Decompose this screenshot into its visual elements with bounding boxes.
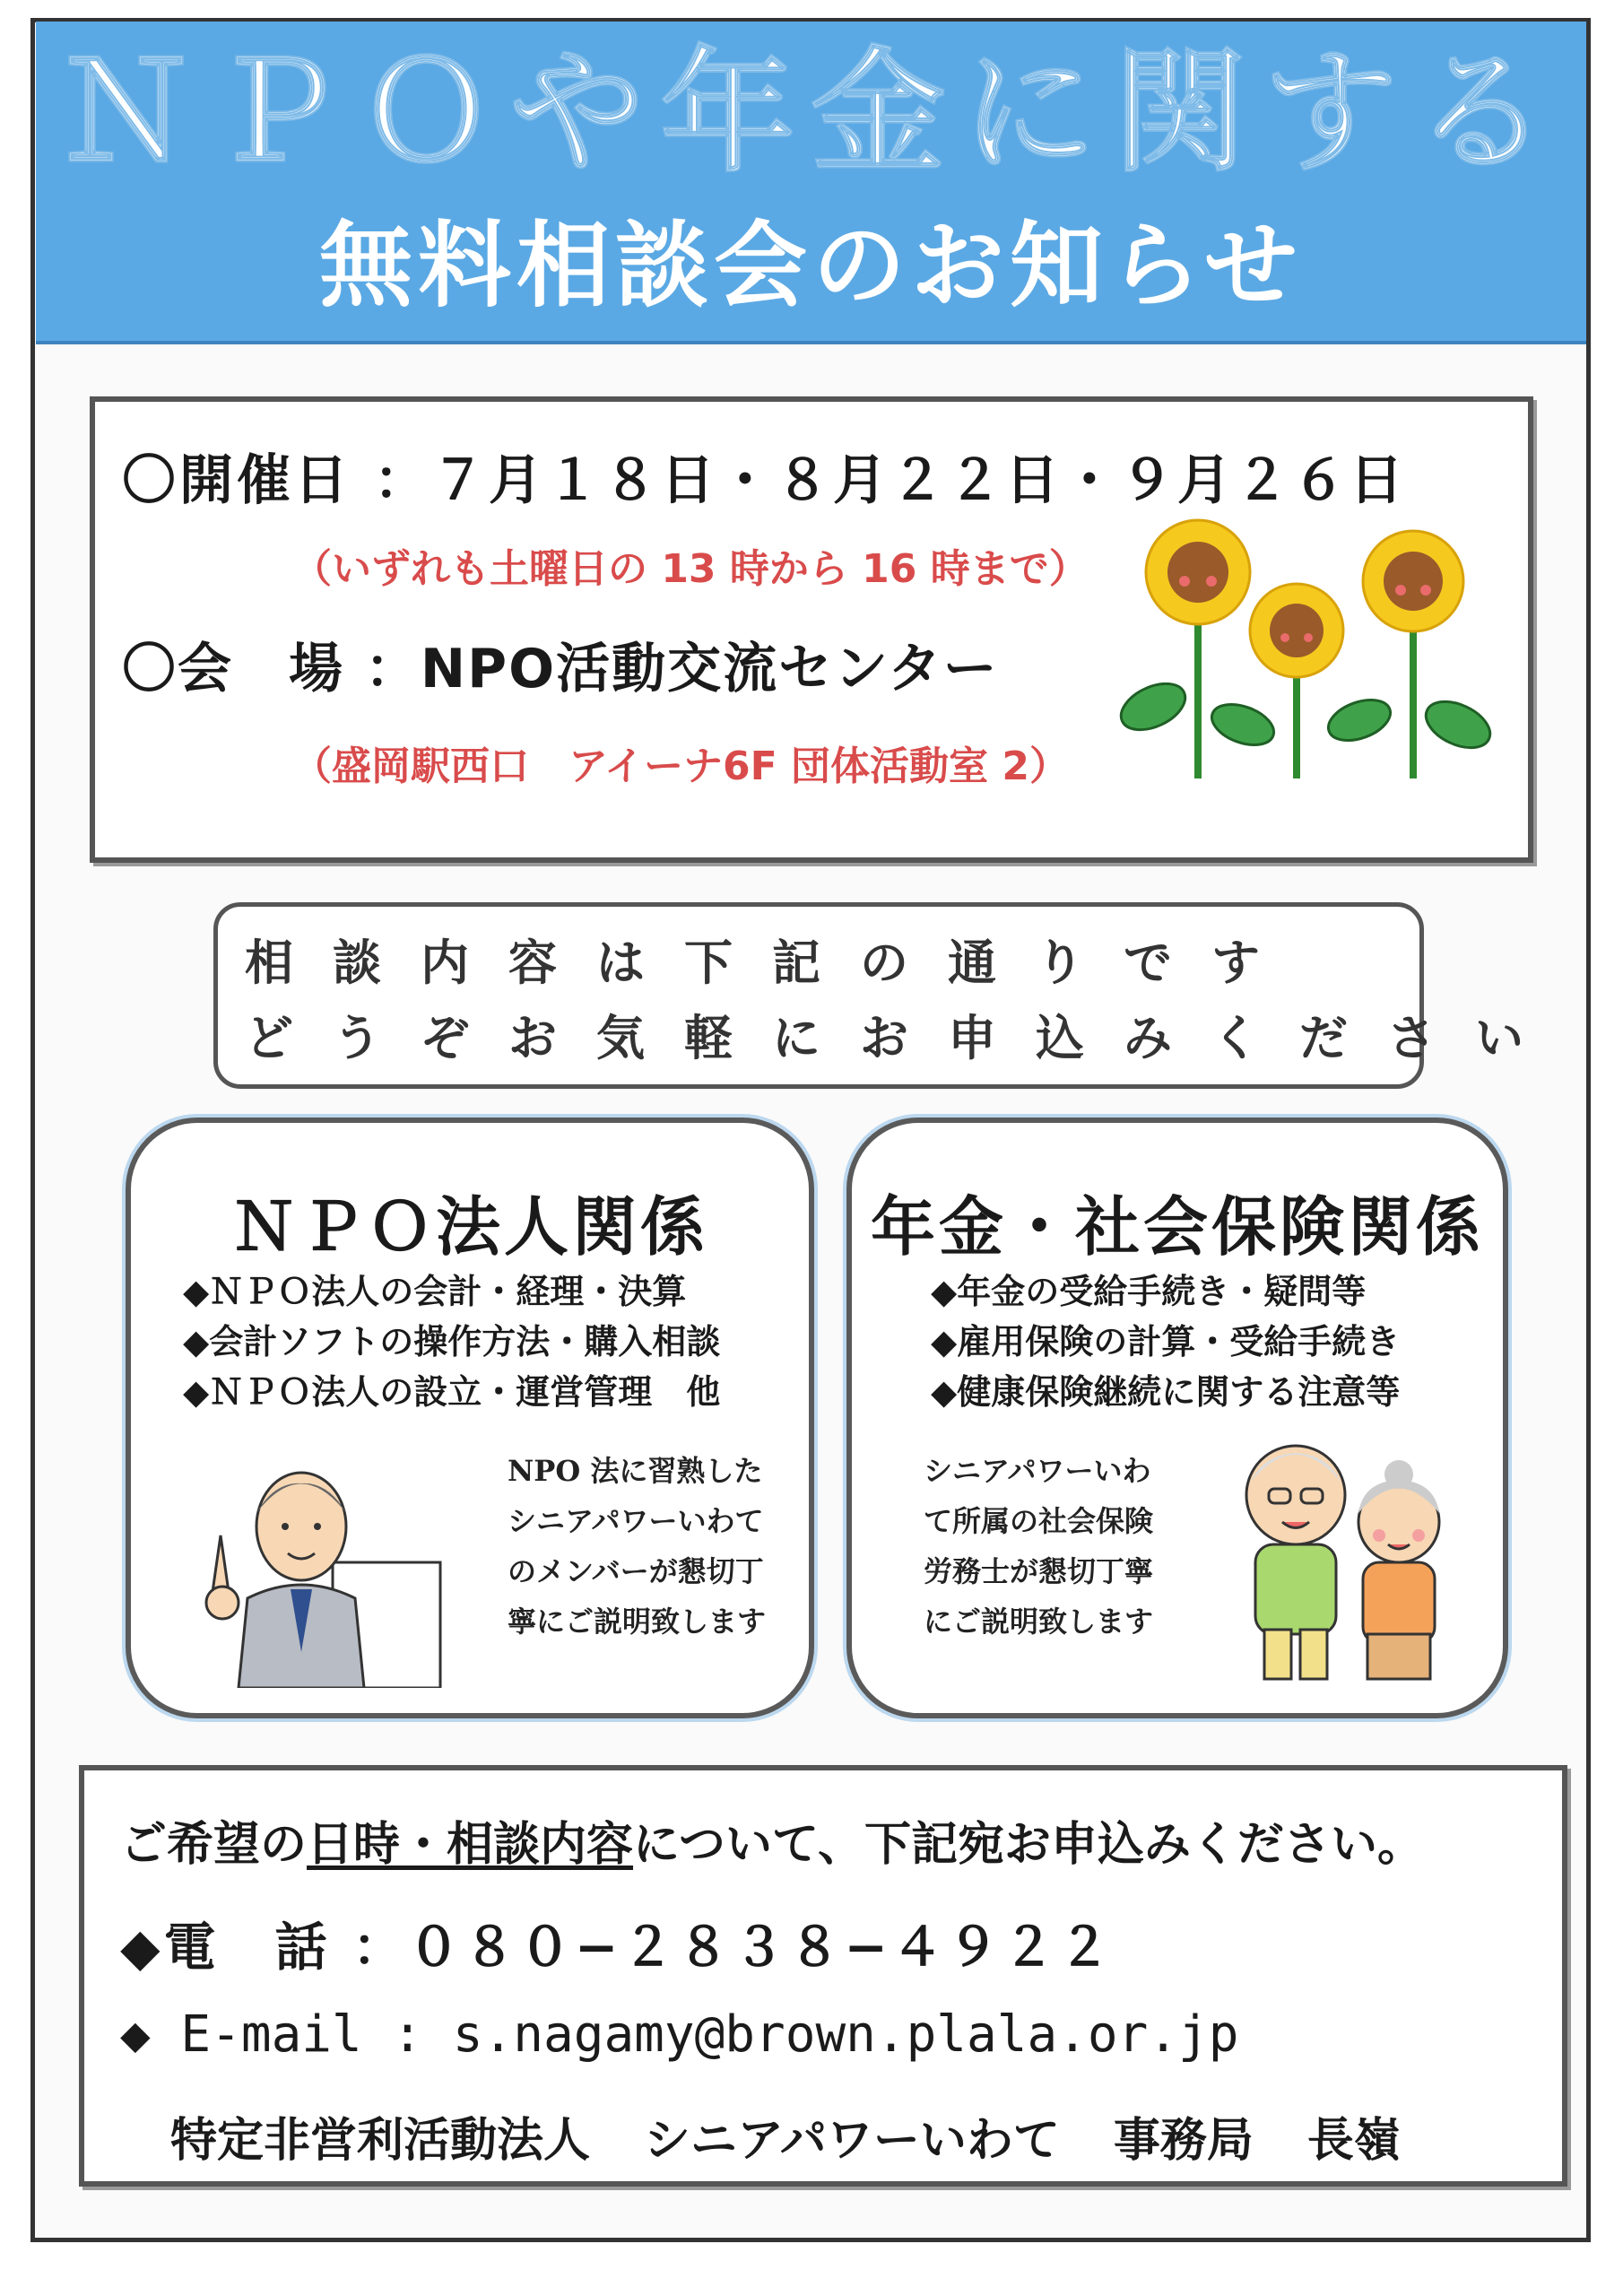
- dates-note: （いずれも土曜日の 13 時から 16 時まで）: [292, 546, 1089, 592]
- list-item: ◆ＮＰＯ法人の会計・経理・決算: [183, 1271, 687, 1311]
- description-line: 労務士が懇切丁寧: [924, 1554, 1154, 1588]
- dates-value: ：７月１８日・８月２２日・９月２６日: [373, 449, 1407, 512]
- banner-title: ＮＰＯや年金に関する: [57, 35, 1565, 191]
- contact-lead-underlined: 日時・相談内容: [307, 1818, 634, 1872]
- description-line: のメンバーが懇切丁: [508, 1554, 764, 1588]
- dates-label: 〇開催日: [122, 449, 352, 512]
- contact-person: 長嶺: [1306, 2114, 1401, 2168]
- description-line: にご説明致します: [924, 1605, 1154, 1639]
- org-name: シニアパワーいわて: [644, 2114, 1060, 2168]
- notice-line-2: どうぞお気軽にお申込みください: [245, 1010, 1563, 1066]
- contact-box: [79, 1765, 1567, 2187]
- pension-card: [846, 1118, 1508, 1718]
- pension-card-items: [931, 1266, 1400, 1417]
- list-item: ◆雇用保険の計算・受給手続き: [931, 1321, 1401, 1361]
- npo-card: [126, 1118, 814, 1718]
- list-item: ◆ＮＰＯ法人の設立・運営管理 他: [183, 1371, 721, 1412]
- phone-number[interactable]: ：０８０−２８３８−４９２２: [352, 1917, 1115, 1978]
- description-line: て所属の社会保険: [924, 1504, 1154, 1538]
- office-label: 事務局: [1113, 2114, 1254, 2168]
- contact-lead-post: について、下記宛お申込みください。: [633, 1818, 1424, 1872]
- description-line: 寧にご説明致します: [508, 1605, 767, 1639]
- list-item: ◆会計ソフトの操作方法・購入相談: [183, 1321, 721, 1361]
- npo-card-items: [183, 1266, 720, 1417]
- description-line: シニアパワーいわ: [924, 1454, 1151, 1488]
- description-line: NPO 法に習熟した: [508, 1454, 763, 1488]
- notice-line-1: 相談内容は下記の通りです: [245, 935, 1299, 991]
- email-label: ◆ E-mail: [120, 2005, 362, 2064]
- elderly-couple-illustration: [1219, 1419, 1480, 1688]
- pension-card-description: [924, 1446, 1184, 1647]
- list-item: ◆健康保険継続に関する注意等: [931, 1371, 1401, 1412]
- org-type: 特定非営利活動法人: [170, 2114, 591, 2168]
- consultation-notice: [213, 902, 1563, 1089]
- email-address[interactable]: : s.nagamy@brown.plala.or.jp: [392, 2005, 1239, 2064]
- npo-card-description: [508, 1446, 777, 1647]
- pension-card-title: 年金・社会保険関係: [870, 1188, 1484, 1265]
- description-line: シニアパワーいわて: [508, 1504, 764, 1538]
- sunflowers-illustration: [1117, 518, 1494, 787]
- venue-value: ：NPO活動交流センター: [364, 638, 999, 700]
- organization-row: [170, 2102, 1401, 2170]
- banner-subtitle: 無料相談会のお知らせ: [319, 211, 1303, 320]
- venue-note: （盛岡駅西口 アイーナ6F 団体活動室 2）: [292, 744, 1069, 789]
- phone-label: ◆電 話: [120, 1917, 331, 1978]
- list-item: ◆年金の受給手続き・疑問等: [931, 1271, 1367, 1311]
- businessman-illustration: [176, 1428, 463, 1688]
- event-info-box: [90, 396, 1533, 863]
- contact-lead: [120, 1806, 1424, 1874]
- phone-row: [120, 1905, 1114, 1980]
- email-row: [120, 2005, 1238, 2064]
- venue-row: [122, 626, 999, 703]
- venue-label: 〇会 場: [122, 638, 344, 700]
- npo-card-title: ＮＰＯ法人関係: [230, 1188, 708, 1265]
- dates-row: [122, 438, 1407, 515]
- header-banner: [36, 22, 1586, 344]
- contact-lead-pre: ご希望の: [120, 1818, 308, 1872]
